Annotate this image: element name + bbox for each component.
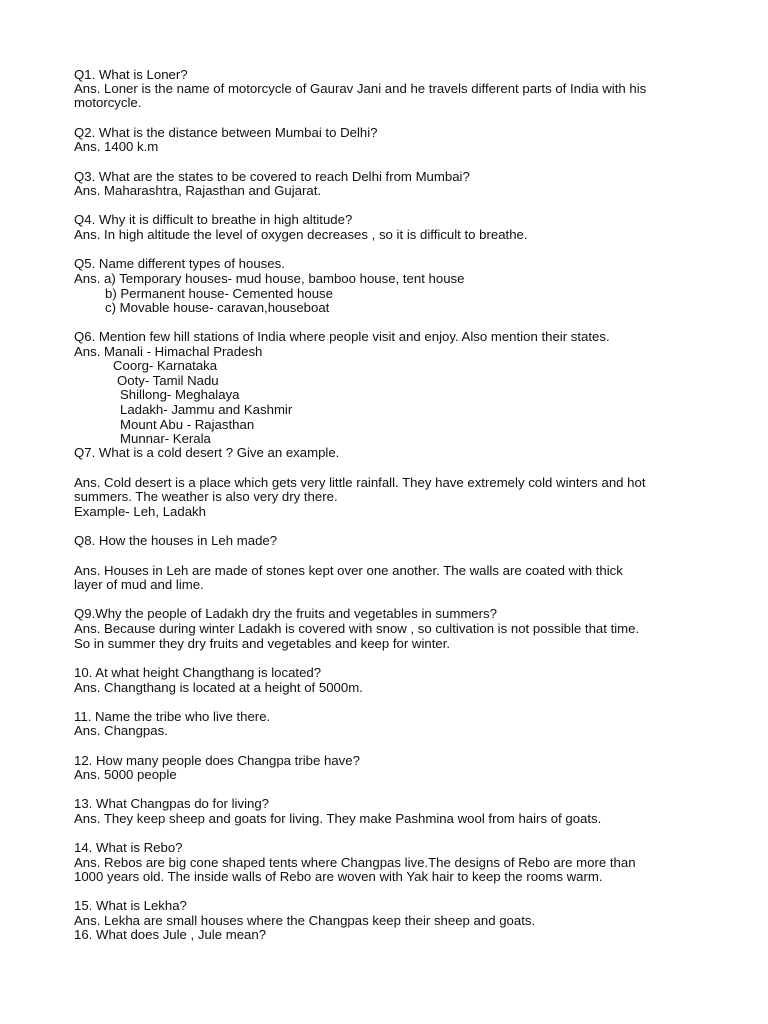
answer-5-line-3: c) Movable house- caravan,houseboat: [105, 300, 330, 315]
answer-15: Ans. Lekha are small houses where the Changpas keep their sheep and goats.: [74, 913, 536, 928]
answer-5-line-2: b) Permanent house- Cemented house: [105, 286, 333, 301]
answer-14-line-2: 1000 years old. The inside walls of Rebo are woven with Yak hair to keep the rooms warm.: [74, 869, 603, 884]
question-13: 13. What Changpas do for living?: [74, 796, 269, 811]
answer-4: Ans. In high altitude the level of oxygen decreases , so it is difficult to breathe.: [74, 227, 528, 242]
answer-10: Ans. Changthang is located at a height of 5000m.: [74, 680, 363, 695]
question-6: Q6. Mention few hill stations of India where people visit and enjoy. Also mention their states.: [74, 329, 610, 344]
question-11: 11. Name the tribe who live there.: [74, 709, 271, 724]
answer-13: Ans. They keep sheep and goats for living. They make Pashmina wool from hairs of goats.: [74, 811, 602, 826]
answer-12: Ans. 5000 people: [74, 767, 177, 782]
answer-3: Ans. Maharashtra, Rajasthan and Gujarat.: [74, 183, 322, 198]
question-8: Q8. How the houses in Leh made?: [74, 533, 278, 548]
answer-11: Ans. Changpas.: [74, 723, 168, 738]
answer-6-line-4: Shillong- Meghalaya: [120, 387, 240, 402]
answer-8-line-1: Ans. Houses in Leh are made of stones kept over one another. The walls are coated with thick: [74, 563, 623, 578]
answer-6-line-3: Ooty- Tamil Nadu: [117, 373, 219, 388]
answer-2: Ans. 1400 k.m: [74, 139, 159, 154]
answer-9-line-1: Ans. Because during winter Ladakh is covered with snow , so cultivation is not possible that time.: [74, 621, 640, 636]
answer-9-line-2: So in summer they dry fruits and vegetables and keep for winter.: [74, 636, 451, 651]
question-5: Q5. Name different types of houses.: [74, 256, 285, 271]
answer-7-line-1: Ans. Cold desert is a place which gets very little rainfall. They have extremely cold winters and hot: [74, 475, 646, 490]
answer-6-line-6: Mount Abu - Rajasthan: [120, 417, 255, 432]
question-3: Q3. What are the states to be covered to reach Delhi from Mumbai?: [74, 169, 470, 184]
question-7: Q7. What is a cold desert ? Give an example.: [74, 445, 340, 460]
question-14: 14. What is Rebo?: [74, 840, 183, 855]
answer-7-line-2: summers. The weather is also very dry there.: [74, 489, 338, 504]
answer-7-line-3: Example- Leh, Ladakh: [74, 504, 206, 519]
answer-1-line-1: Ans. Loner is the name of motorcycle of Gaurav Jani and he travels different parts of India with his: [74, 81, 647, 96]
answer-14-line-1: Ans. Rebos are big cone shaped tents where Changpas live.The designs of Rebo are more than: [74, 855, 636, 870]
answer-5-line-1: Ans. a) Temporary houses- mud house, bamboo house, tent house: [74, 271, 465, 286]
question-4: Q4. Why it is difficult to breathe in high altitude?: [74, 212, 353, 227]
question-1: Q1. What is Loner?: [74, 67, 188, 82]
answer-8-line-2: layer of mud and lime.: [74, 577, 204, 592]
question-10: 10. At what height Changthang is located?: [74, 665, 322, 680]
question-9: Q9.Why the people of Ladakh dry the fruits and vegetables in summers?: [74, 606, 497, 621]
answer-6-line-1: Ans. Manali - Himachal Pradesh: [74, 344, 263, 359]
question-16: 16. What does Jule , Jule mean?: [74, 927, 267, 942]
question-2: Q2. What is the distance between Mumbai to Delhi?: [74, 125, 378, 140]
answer-1-line-2: motorcycle.: [74, 95, 142, 110]
question-15: 15. What is Lekha?: [74, 898, 187, 913]
answer-6-line-2: Coorg- Karnataka: [113, 358, 218, 373]
question-12: 12. How many people does Changpa tribe have?: [74, 753, 360, 768]
answer-6-line-7: Munnar- Kerala: [120, 431, 211, 446]
answer-6-line-5: Ladakh- Jammu and Kashmir: [120, 402, 293, 417]
